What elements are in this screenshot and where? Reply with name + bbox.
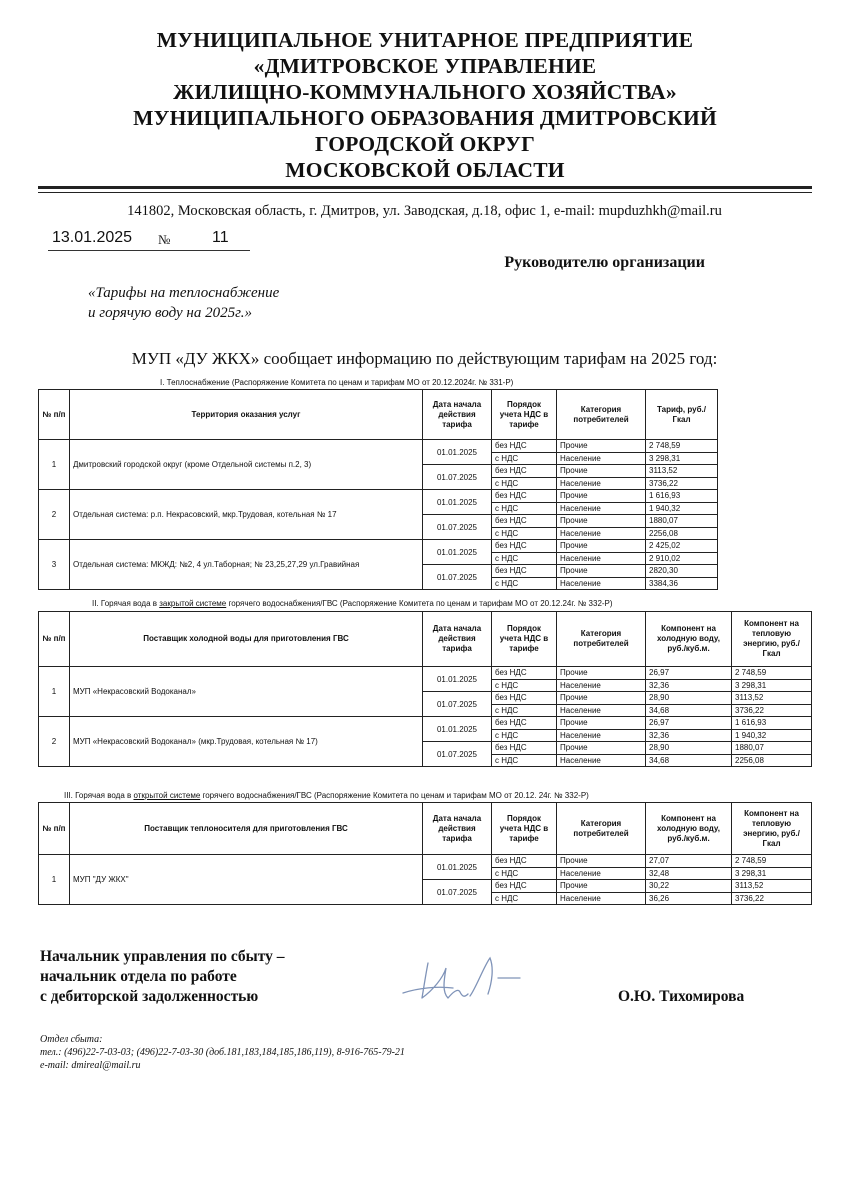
supplier: МУП «Некрасовский Водоканал» [70,667,423,717]
header-line: ГОРОДСКОЙ ОКРУГ [314,132,536,156]
category: Прочие [557,742,646,755]
heat-component: 3113,52 [732,880,812,893]
col-header: Компонент на холодную воду, руб./куб.м. [646,612,732,667]
col-header: Компонент на холодную воду, руб./куб.м. [646,803,732,855]
tariff: 2 748,59 [646,440,718,453]
col-header: Порядок учета НДС в тарифе [492,612,557,667]
tariff: 2 425,02 [646,540,718,553]
vat-mode: с НДС [492,754,557,767]
vat-mode: с НДС [492,577,557,590]
cold-water-component: 26,97 [646,667,732,680]
col-header: Дата начала действия тарифа [423,612,492,667]
territory: Отдельная система: р.п. Некрасовский, мкр.Трудовая, котельная № 17 [70,490,423,540]
row-number: 1 [39,440,70,490]
table-row [39,717,812,730]
category: Прочие [557,880,646,893]
row-number: 3 [39,540,70,590]
col-header: Категория потребителей [557,390,646,440]
vat-mode: с НДС [492,729,557,742]
category: Прочие [557,717,646,730]
caption-part: горячего водоснабжения/ГВС (Распоряжение Комитета по ценам и тарифам МО от 20.12. 24г. № 332-Р) [200,791,589,800]
vat-mode: без НДС [492,742,557,755]
signatory-line: начальник отдела по работе [40,968,237,985]
category: Население [557,729,646,742]
section2-table [38,611,812,767]
category: Прочие [557,667,646,680]
category: Население [557,754,646,767]
tariff: 3384,36 [646,577,718,590]
territory: Дмитровский городской округ (кроме Отдельной системы п.2, 3) [70,440,423,490]
date: 01.07.2025 [423,880,492,905]
letter-intro: МУП «ДУ ЖКХ» сообщает информацию по действующим тарифам на 2025 год: [131,349,718,368]
organization-address: 141802, Московская область, г. Дмитров, ул. Заводская, д.18, офис 1, e-mail: mupduzhkh@mail.ru [127,203,722,219]
letter-date-number [40,229,250,251]
header-line: МУНИЦИПАЛЬНОГО ОБРАЗОВАНИЯ ДМИТРОВСКИЙ [133,106,717,130]
date: 01.07.2025 [423,515,492,540]
category: Население [557,704,646,717]
supplier: МУП «Некрасовский Водоканал» (мкр.Трудовая, котельная № 17) [70,717,423,767]
vat-mode: с НДС [492,892,557,905]
vat-mode: без НДС [492,515,557,528]
section2-caption [92,599,613,608]
caption-part: II. Горячая вода в [92,599,160,608]
category: Прочие [557,515,646,528]
vat-mode: с НДС [492,452,557,465]
tariff: 1880,07 [646,515,718,528]
vat-mode: без НДС [492,465,557,478]
row-number: 2 [39,717,70,767]
vat-mode: с НДС [492,527,557,540]
cold-water-component: 34,68 [646,754,732,767]
date: 01.07.2025 [423,742,492,767]
category: Население [557,477,646,490]
organization-header [60,27,790,183]
caption-part: III. Горячая вода в [64,791,134,800]
tariff: 2 910,02 [646,552,718,565]
date: 01.01.2025 [423,440,492,465]
category: Население [557,892,646,905]
section1-table [38,389,772,590]
tariff: 2256,08 [646,527,718,540]
category: Население [557,502,646,515]
col-header: Дата начала действия тарифа [423,803,492,855]
col-header: № п/п [39,612,70,667]
signatory-line: с дебиторской задолженностью [40,988,259,1005]
header-line: ЖИЛИЩНО-КОММУНАЛЬНОГО ХОЗЯЙСТВА» [173,80,677,104]
tariff: 3 298,31 [646,452,718,465]
heat-component: 3 298,31 [732,867,812,880]
footer-phones: тел.: (496)22-7-03-03; (496)22-7-03-30 (доб.181,183,184,185,186,119), 8-916-765-79-21 [40,1047,405,1058]
letter-number-sign: № [158,232,171,247]
vat-mode: без НДС [492,880,557,893]
header-line: МОСКОВСКОЙ ОБЛАСТИ [285,158,565,182]
heat-component: 1880,07 [732,742,812,755]
section3-caption [64,791,589,800]
heat-component: 3736,22 [732,704,812,717]
table-row [39,490,772,503]
subject-line: и горячую воду на 2025г.» [88,305,253,321]
section3-table [38,802,812,905]
cold-water-component: 34,68 [646,704,732,717]
header-line: «ДМИТРОВСКОЕ УПРАВЛЕНИЕ [253,54,597,78]
footer-email: e-mail: dmireal@mail.ru [40,1060,141,1071]
tariff: 3113,52 [646,465,718,478]
heat-component: 3 298,31 [732,679,812,692]
heat-component: 2 748,59 [732,855,812,868]
tariff: 3736,22 [646,477,718,490]
tariff: 1 616,93 [646,490,718,503]
col-header: Поставщик холодной воды для приготовления ГВС [70,612,423,667]
table-row [39,667,812,680]
supplier: МУП "ДУ ЖКХ" [70,855,423,905]
category: Прочие [557,565,646,578]
header-divider-thin [38,192,812,193]
signatory-name: О.Ю. Тихомирова [618,988,745,1005]
vat-mode: без НДС [492,855,557,868]
heat-component: 2 748,59 [732,667,812,680]
signatory-title [40,947,285,1007]
row-number: 2 [39,490,70,540]
table-row [39,440,772,453]
col-header: № п/п [39,390,70,440]
category: Прочие [557,692,646,705]
vat-mode: без НДС [492,490,557,503]
heat-component: 3113,52 [732,692,812,705]
caption-part: горячего водоснабжения/ГВС (Распоряжение Комитета по ценам и тарифам МО от 20.12.24г. № 332-Р) [226,599,613,608]
letter-subject [88,283,279,323]
category: Прочие [557,540,646,553]
category: Прочие [557,465,646,478]
tariff: 2820,30 [646,565,718,578]
contact-footer [40,1033,405,1072]
handwritten-signature [398,948,528,1008]
date: 01.01.2025 [423,855,492,880]
category: Население [557,527,646,540]
category: Прочие [557,440,646,453]
row-number: 1 [39,667,70,717]
cold-water-component: 26,97 [646,717,732,730]
category: Население [557,452,646,465]
heat-component: 1 616,93 [732,717,812,730]
col-header: Категория потребителей [557,803,646,855]
vat-mode: без НДС [492,565,557,578]
table-row [39,540,772,553]
date: 01.01.2025 [423,490,492,515]
vat-mode: с НДС [492,552,557,565]
signatory-line: Начальник управления по сбыту – [40,948,285,965]
cold-water-component: 32,36 [646,679,732,692]
category: Население [557,867,646,880]
subject-line: «Тарифы на теплоснабжение [88,285,280,301]
territory: Отдельная система: МКЖД: №2, 4 ул.Таборная; № 23,25,27,29 ул.Гравийная [70,540,423,590]
col-header: Порядок учета НДС в тарифе [492,803,557,855]
letter-date: 13.01.2025 [52,229,133,246]
section1-caption: I. Теплоснабжение (Распоряжение Комитета по ценам и тарифам МО от 20.12.2024г. № 331-Р) [160,378,514,387]
vat-mode: без НДС [492,440,557,453]
cold-water-component: 27,07 [646,855,732,868]
date: 01.01.2025 [423,540,492,565]
vat-mode: с НДС [492,704,557,717]
header-divider-thick [38,186,812,189]
date: 01.01.2025 [423,717,492,742]
vat-mode: без НДС [492,692,557,705]
cold-water-component: 36,26 [646,892,732,905]
heat-component: 2256,08 [732,754,812,767]
vat-mode: без НДС [492,667,557,680]
col-header: Территория оказания услуг [70,390,423,440]
vat-mode: с НДС [492,679,557,692]
date: 01.07.2025 [423,465,492,490]
category: Население [557,679,646,692]
empty-cell [718,390,772,440]
cold-water-component: 32,48 [646,867,732,880]
col-header: Порядок учета НДС в тарифе [492,390,557,440]
cold-water-component: 32,36 [646,729,732,742]
vat-mode: с НДС [492,867,557,880]
footer-dept: Отдел сбыта: [40,1034,103,1045]
caption-underlined: открытой системе [133,791,201,800]
cold-water-component: 28,90 [646,742,732,755]
category: Население [557,552,646,565]
heat-component: 1 940,32 [732,729,812,742]
cold-water-component: 28,90 [646,692,732,705]
col-header: Тариф, руб./Гкал [646,390,718,440]
col-header: Поставщик теплоносителя для приготовления ГВС [70,803,423,855]
vat-mode: с НДС [492,502,557,515]
heat-component: 3736,22 [732,892,812,905]
date: 01.07.2025 [423,692,492,717]
date: 01.01.2025 [423,667,492,692]
category: Население [557,577,646,590]
table-row [39,855,812,868]
header-line: МУНИЦИПАЛЬНОЕ УНИТАРНОЕ ПРЕДПРИЯТИЕ [156,28,694,52]
col-header: № п/п [39,803,70,855]
row-number: 1 [39,855,70,905]
recipient: Руководителю организации [504,254,705,271]
tariff: 1 940,32 [646,502,718,515]
col-header: Категория потребителей [557,612,646,667]
col-header: Компонент на тепловую энергию, руб./Гкал [732,803,812,855]
col-header: Дата начала действия тарифа [423,390,492,440]
col-header: Компонент на тепловую энергию, руб./Гкал [732,612,812,667]
vat-mode: без НДС [492,717,557,730]
category: Прочие [557,490,646,503]
cold-water-component: 30,22 [646,880,732,893]
vat-mode: без НДС [492,540,557,553]
caption-underlined: закрытой системе [159,599,227,608]
date: 01.07.2025 [423,565,492,590]
category: Прочие [557,855,646,868]
vat-mode: с НДС [492,477,557,490]
letter-number: 11 [212,229,229,246]
